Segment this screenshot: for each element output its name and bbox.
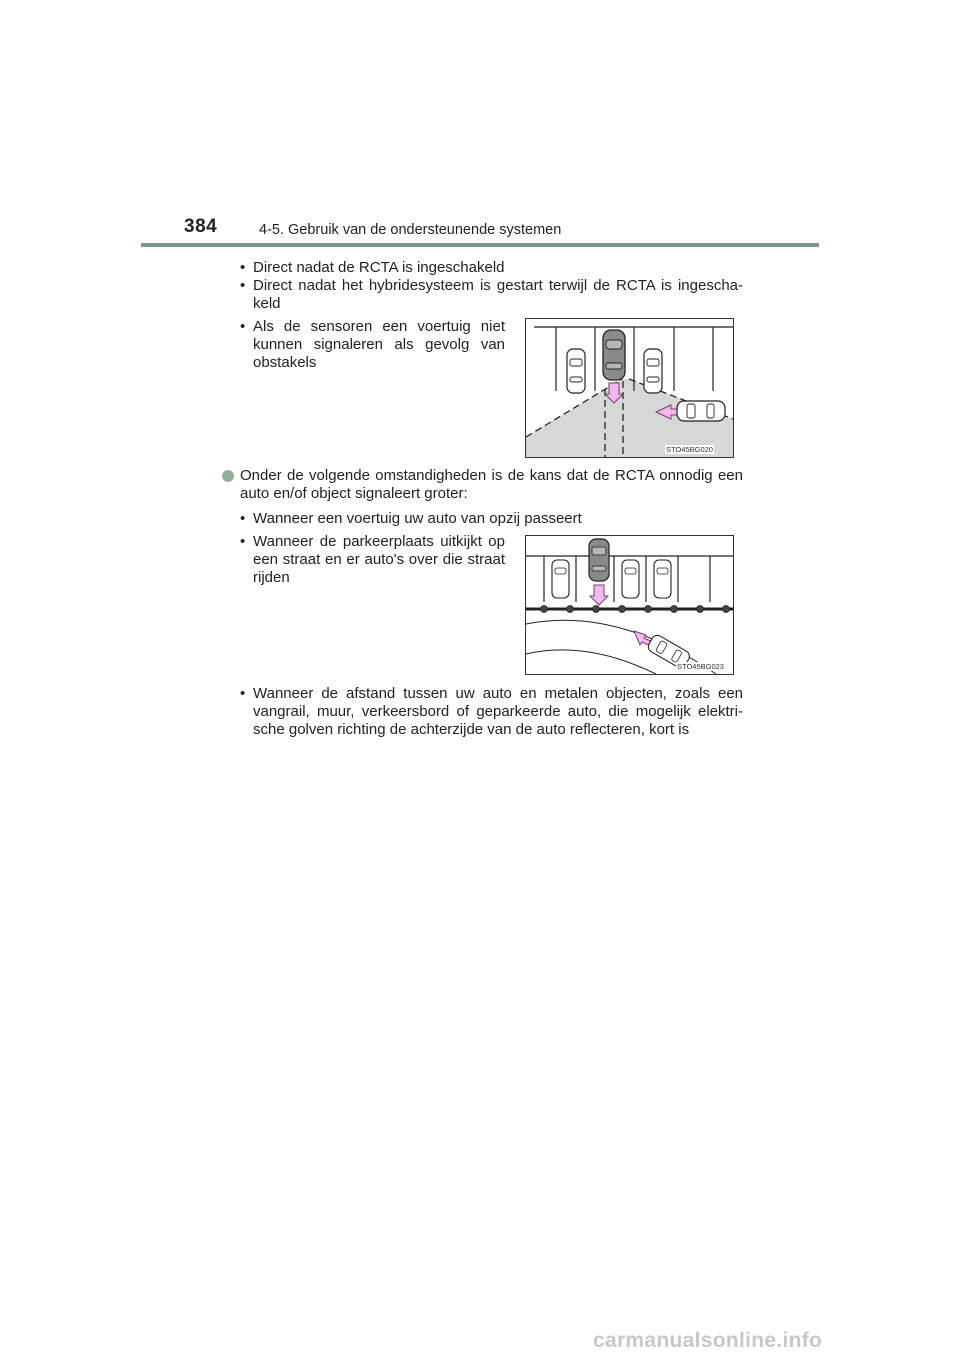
bullet-5: • — [240, 533, 246, 550]
parked-car-2 — [622, 560, 639, 598]
item-3-line-1: Als de sensoren een voertuig niet — [253, 318, 505, 335]
figure-parking-street — [525, 535, 734, 675]
footer-watermark: carmanualsonline.info — [593, 1329, 823, 1352]
own-car — [603, 330, 625, 380]
item-6-line-3: sche golven richting de achterzijde van de auto reflecteren, kort is — [253, 721, 690, 738]
item-5-line-1: Wanneer de parkeerplaats uitkijkt op — [253, 533, 505, 550]
item-5-line-3: rijden — [253, 569, 290, 586]
approaching-car — [677, 401, 725, 421]
figure-1-code: STO45BG020 — [666, 445, 713, 454]
item-6-line-2: vangrail, muur, verkeersbord of geparkeerde auto, die mogelijk elektri- — [253, 703, 743, 720]
parked-car-right — [644, 349, 662, 393]
parked-car-1 — [552, 560, 569, 598]
section-line-1: Onder de volgende omstandigheden is de kans dat de RCTA onnodig een — [240, 467, 743, 484]
section-line-2: auto en/of object signaleert groter: — [240, 485, 468, 502]
chapter-title: 4-5. Gebruik van de ondersteunende systemen — [259, 222, 562, 238]
item-2-line-2: keld — [253, 295, 281, 312]
item-1: Direct nadat de RCTA is ingeschakeld — [253, 259, 505, 276]
header-rule — [141, 243, 819, 247]
own-car — [589, 539, 609, 581]
figure-2-code: STO45BG023 — [677, 662, 724, 671]
page-number: 384 — [184, 216, 218, 237]
bullet-6: • — [240, 685, 246, 702]
parked-car-left — [567, 349, 585, 393]
bullet-2: • — [240, 277, 246, 294]
bullet-1: • — [240, 259, 246, 276]
item-3-line-3: obstakels — [253, 354, 317, 371]
item-5-line-2: een straat en er auto's over die straat — [253, 551, 505, 568]
bullet-4: • — [240, 510, 246, 527]
item-6-line-1: Wanneer de afstand tussen uw auto en metalen objecten, zoals een — [253, 685, 743, 702]
bullet-3: • — [240, 318, 246, 335]
parked-car-3 — [654, 560, 671, 598]
figure-sensor-obstacle — [525, 318, 734, 458]
section-marker — [222, 470, 234, 482]
item-2-line-1: Direct nadat het hybridesysteem is gestart terwijl de RCTA is ingescha- — [253, 277, 743, 294]
item-4: Wanneer een voertuig uw auto van opzij passeert — [253, 510, 582, 527]
reverse-arrow — [590, 585, 608, 605]
figure-1-illustration — [526, 319, 733, 457]
figure-2-illustration — [526, 536, 733, 674]
item-3-line-2: kunnen signaleren als gevolg van — [253, 336, 505, 353]
